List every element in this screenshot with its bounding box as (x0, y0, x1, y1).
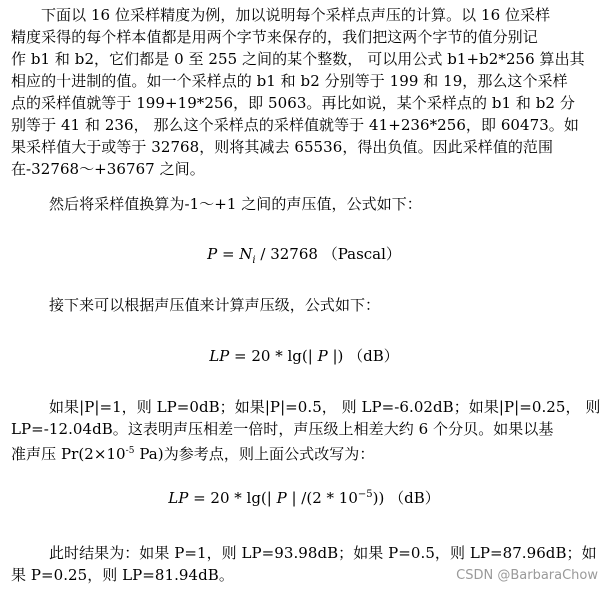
formula-reference-level (0, 487, 608, 508)
formula-unit: （dB） (348, 347, 399, 365)
formula-sound-level (0, 345, 608, 366)
superscript: -5 (125, 446, 135, 456)
text-line: 接下来可以根据声压值来计算声压级，公式如下： (49, 296, 381, 314)
watermark: CSDN @BarbaraChow (456, 568, 598, 583)
formula-superscript: −5 (357, 489, 373, 500)
text-fragment: Pa)为参考点，则上面公式改写为： (134, 445, 375, 463)
text-line: 在-32768～+36767 之间。 (11, 160, 205, 178)
formula-op: = (217, 245, 240, 263)
paragraph-level-examples (11, 396, 601, 465)
formula-op: / 32768 (255, 245, 323, 263)
text-line: 作 b1 和 b2，它们都是 0 至 255 之间的某个整数， 可以用公式 b1+b2*256 算出其 (11, 50, 585, 68)
formula-var: P (207, 245, 218, 263)
formula-op: = 20 * lg(| (188, 489, 277, 507)
text-line: 如果|P|=1，则 LP=0dB；如果|P|=0.5， 则 LP=-6.02dB；如果|P|=0.25， 则 (49, 398, 601, 416)
text-line: 下面以 16 位采样精度为例，加以说明每个采样点声压的计算。以 16 位采样 (41, 6, 551, 24)
text-line: 果采样值大于或等于 32768，则将其减去 65536，得出负值。因此采样值的范围 (11, 138, 554, 156)
text-line: 此时结果为：如果 P=1，则 LP=93.98dB；如果 P=0.5，则 LP=87.96dB；如 (49, 544, 597, 562)
formula-subscript: i (252, 255, 256, 266)
text-line: 点的采样值就等于 199+19*256，即 5063。再比如说，某个采样点的 b1 和 b2 分 (11, 94, 575, 112)
formula-var: P (317, 347, 328, 365)
text-line: 相应的十进制的值。如一个采样点的 b1 和 b2 分别等于 199 和 19，那么这个采样 (11, 72, 568, 90)
formula-op: )) (372, 489, 390, 507)
formula-var: P (276, 489, 287, 507)
formula-unit: （Pascal） (322, 245, 401, 263)
text-line: 别等于 41 和 236， 那么这个采样点的采样值就等于 41+236*256，即 60473。如 (11, 116, 579, 134)
formula-var: LP (209, 347, 230, 365)
formula-var: N (239, 245, 253, 263)
formula-pressure (0, 243, 608, 266)
formula-op: |) (327, 347, 349, 365)
formula-unit: （dB） (389, 489, 440, 507)
formula-var: LP (168, 489, 189, 507)
text-line: 然后将采样值换算为-1～+1 之间的声压值，公式如下： (49, 195, 422, 213)
paragraph-level-intro (11, 294, 595, 316)
text-line: 果 P=0.25，则 LP=81.94dB。 (11, 566, 234, 584)
formula-op: | /(2 * 10 (286, 489, 358, 507)
text-line: LP=-12.04dB。这表明声压相差一倍时，声压级上相差大约 6 个分贝。如果以基 (11, 420, 554, 438)
text-line (11, 440, 595, 465)
paragraph-sampling-explanation (11, 4, 595, 180)
text-fragment: 准声压 Pr(2×10 (11, 445, 126, 463)
formula-op: = 20 * lg(| (229, 347, 318, 365)
text-line: 精度采得的每个样本值都是用两个字节来保存的，我们把这两个字节的值分别记 (11, 28, 538, 46)
paragraph-pressure-intro (11, 193, 595, 215)
